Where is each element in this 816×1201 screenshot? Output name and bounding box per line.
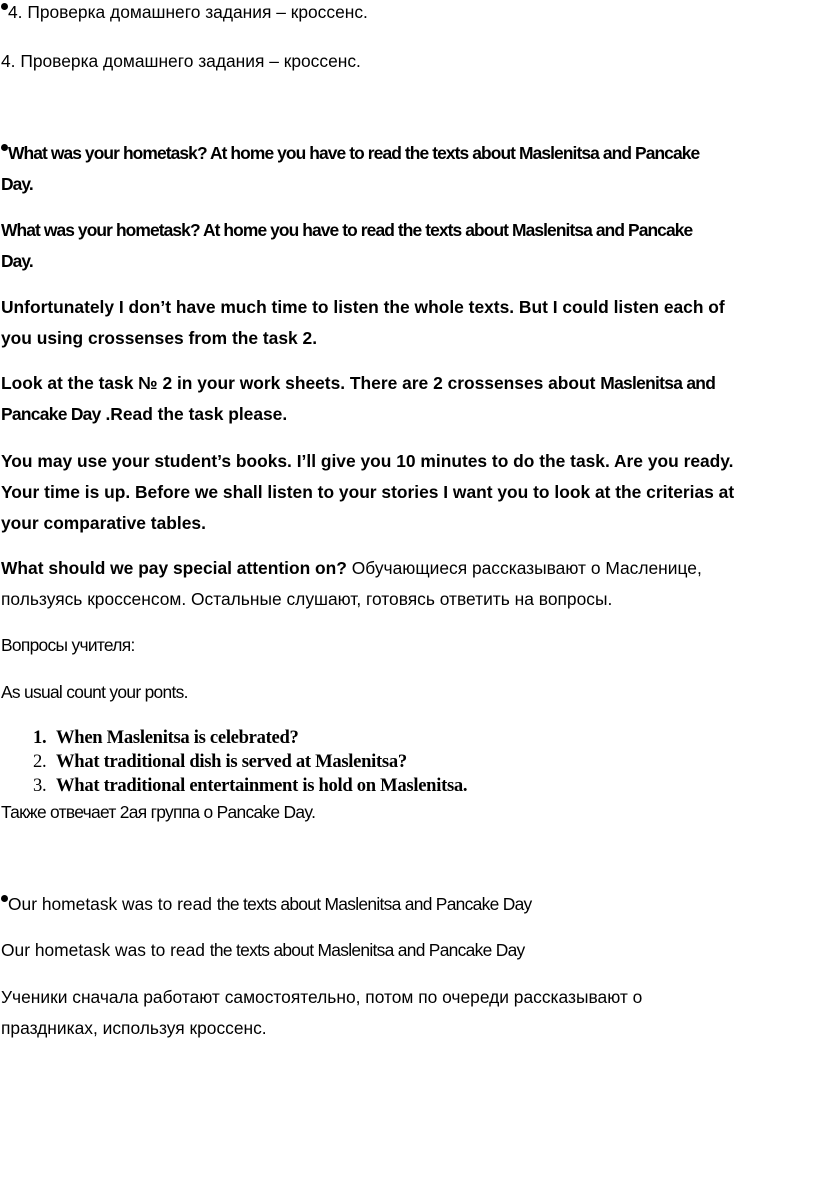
look-task-pancake: Pancake Day — [1, 404, 101, 424]
may-use-line-1: You may use your student’s books. I’ll give you 10 minutes to do the task. Are you ready. — [1, 451, 734, 471]
answer-bullet-topic: the texts about Maslenitsa and Pancake Day — [216, 894, 532, 914]
answer-bullet-text: Our hometask was to read — [8, 894, 217, 914]
look-task-topic: Maslenitsa and — [600, 373, 716, 393]
list-item — [0, 774, 812, 798]
hometask-bullet-text: What was your hometask? At home you have to read the texts about Maslenitsa and Pancake — [8, 143, 700, 163]
answer-line — [1, 935, 813, 966]
attention-question: What should we pay special attention on? — [1, 558, 347, 578]
also-answers-line: Также отвечает 2ая группа о Pancake Day. — [1, 802, 316, 822]
bullet-icon — [1, 144, 8, 151]
bullet-icon — [1, 895, 8, 902]
teacher-questions-label: Вопросы учителя: — [1, 635, 135, 655]
heading-bullet-paragraph — [1, 0, 813, 28]
hometask-line-2: Day. — [1, 251, 33, 271]
unfortunately-line-1: Unfortunately I don’t have much time to listen the whole texts. But I could listen each of — [1, 297, 725, 317]
look-task-text: Look at the task № 2 in your work sheets. There are 2 crossenses about — [1, 373, 601, 393]
count-points-line: As usual count your ponts. — [1, 682, 188, 702]
list-item-text: What traditional entertainment is hold on Maslenitsa. — [56, 775, 468, 796]
hometask-line-1: What was your hometask? At home you have to read the texts about Maslenitsa and Pancake — [1, 220, 693, 240]
list-item — [0, 750, 812, 774]
look-task-line-1 — [1, 368, 813, 399]
list-item-number: 1. — [33, 727, 47, 748]
list-item — [0, 726, 812, 750]
look-task-line-2 — [1, 399, 813, 430]
may-use-line-2: Your time is up. Before we shall listen to your stories I want you to look at the criterias at — [1, 482, 735, 502]
list-item-number: 3. — [33, 775, 47, 796]
look-task-read: .Read the task please. — [100, 404, 288, 424]
attention-rest: Обучающиеся рассказывают о Масленице, — [346, 558, 702, 578]
answer-text: Our hometask was to read — [1, 940, 210, 960]
students-line-1: Ученики сначала работают самостоятельно, потом по очереди рассказывают о — [1, 987, 643, 1007]
bullet-icon — [1, 3, 8, 10]
unfortunately-line-2: you using crossenses from the task 2. — [1, 328, 318, 348]
answer-bullet-line — [1, 889, 813, 920]
questions-list — [0, 726, 812, 798]
may-use-line-3: your comparative tables. — [1, 513, 206, 533]
answer-topic: the texts about Maslenitsa and Pancake Day — [209, 940, 525, 960]
attention-line-2: пользуясь кроссенсом. Остальные слушают, готовясь ответить на вопросы. — [1, 589, 613, 609]
heading-paragraph: 4. Проверка домашнего задания – кроссенс. — [1, 51, 361, 71]
hometask-bullet-line-2: Day. — [1, 174, 33, 194]
list-item-number: 2. — [33, 751, 47, 772]
attention-line-1 — [1, 553, 813, 584]
list-item-text: When Maslenitsa is celebrated? — [56, 727, 299, 748]
list-item-text: What traditional dish is served at Maslenitsa? — [56, 751, 407, 772]
heading-bullet-text: 4. Проверка домашнего задания – кроссенс. — [8, 2, 368, 22]
hometask-bullet-line-1 — [1, 138, 813, 169]
students-line-2: праздниках, используя кроссенс. — [1, 1018, 267, 1038]
